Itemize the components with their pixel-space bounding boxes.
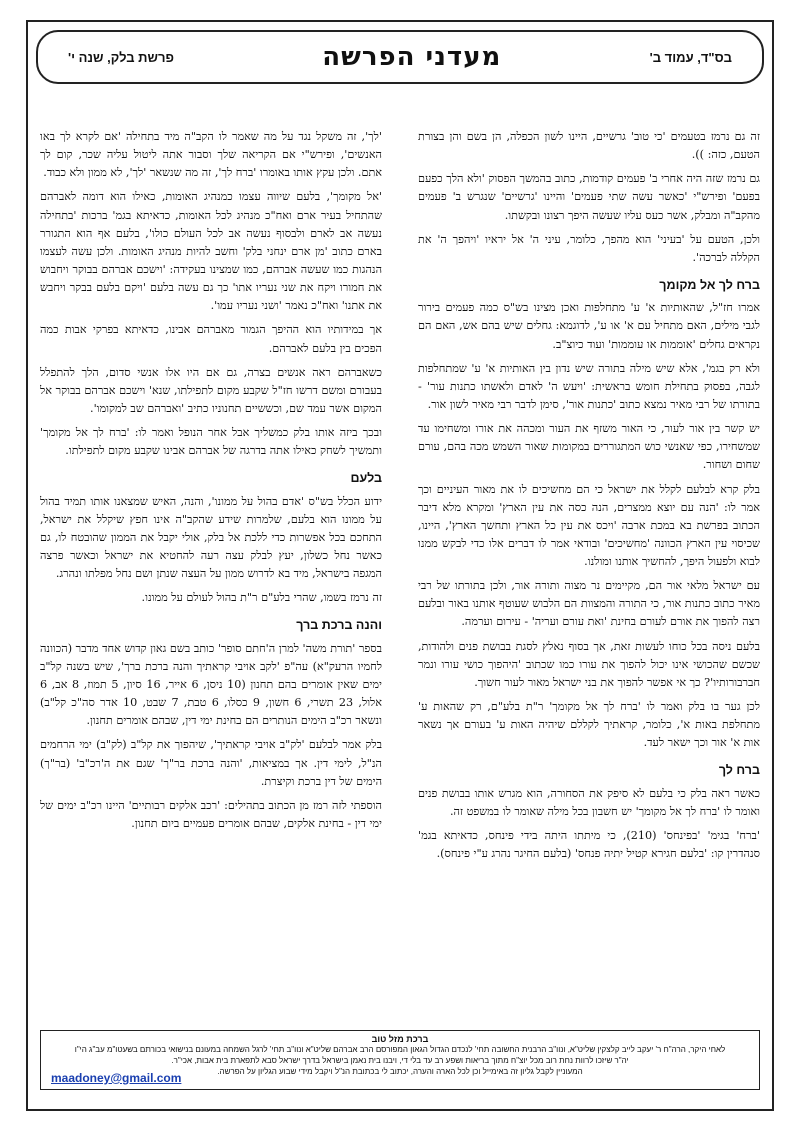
footer-line: לאחי היקר, הרה"ח ר' יעקב לייב קלצקין שליט"א, ונוו"ב הרבנית החשובה תחי' לנכדם הגדול הגאון המפורסם הרב אברהם שליט"א ונוו"ב תחי' לרגל השמחה במעונם בנישואי בכורתם בשעטו"מ עב"ג הי"ו (74, 1045, 726, 1055)
paragraph: 'לך', זה משקל נגד על מה שאמר לו הקב"ה מיד בתחילה 'אם לקרא לך באו האנשים', ופירש"י אם הקריאה שלך וסבור אתה ליטול עליה שכר, קום לך אתם. ולכן עקץ אותו באומרו 'ברח לך', זה מה שנשאר 'לך', לא ממון ולא כבוד. (40, 130, 382, 180)
paragraph: בספר 'תורת משה' למרן ה'חתם סופר' כותב בשם גאון קדוש אחד מדבר (הכוונה לחמיו הרעק"א) עה"פ 'לקב אויבי קראתיך והנה ברכת ברך', שיש בשנה קל"ב ימים שאין אומרים בהם תחנון (10 ניסן, 6 אייר, 16 סיון, 5 תמוז, 8 אב, 6 אלול, 23 תשרי, 6 חשון, 9 כסלו, 6 טבת, 7 שבט, 10 אדר סה"כ קל"ב) ונשאר רכ"ב הימים הנותרים הם בחינת ימי דין, שבהם אומרים תחנון. (40, 641, 382, 728)
section-heading: ברח לך אל מקומך (659, 277, 760, 292)
email-link[interactable]: maadoney@gmail.com (51, 1070, 182, 1085)
article-columns (40, 128, 760, 1018)
paragraph: גם נרמז שזה היה אחרי ב' פעמים קודמות, כתוב בהמשך הפסוק 'ולא הלך כפעם בפעם' ופירש"י 'כאשר עשה שתי פעמים' והיינו 'גרשיים' שנגרש ב' פעמים מהקב"ה ומבלק, אשר כעס עליו שעשה היפך רצונו ובקשתו. (418, 172, 760, 222)
paragraph: זה גם נרמז בטעמים 'כי טוב' גרשיים, היינו לשון הכפלה, הן בשם והן בצורת הטעם, כזה: )). (418, 130, 760, 162)
page-header (36, 30, 764, 84)
paragraph: בלק אמר לבלעם 'לק"ב אויבי קראתיך', שיהפוך את קל"ב (לק"ב) ימי הרחמים הנ"ל, לימי דין. אך במציאות, 'והנה ברכת בר"ך' שגם את ה'רכ"ב' (בר"ך) הימים של דין ברכת וקיצרת. (40, 738, 382, 788)
paragraph: יש קשר בין אור לעור, כי האור משזף את העור ומכהה את אורו ומשחימו עד שמשחירו, כפי שאנשי כוש המתגוררים במקומות שאור השמש מכה בהם, עורם שחום ושחור. (418, 422, 760, 472)
paragraph: אמרו חז"ל, שהאותיות א' ע' מתחלפות ואכן מצינו בש"ס כמה פעמים בירור לגבי מילים, האם מתחיל עם א' או ע', לדוגמא: גחלים שיש בהם אש, האם הם נקראים גחלים 'אוממות או עוממות' ועוד כיוצ"ב. (418, 301, 760, 351)
header-page-number: בס"ד, עמוד ב' (649, 49, 732, 65)
column-right (418, 128, 760, 1018)
section-heading: והנה ברכת ברך (296, 618, 382, 633)
footer-line: יה"ר שיזכו לרוות נחת רוב מכל יוצ"ח מתוך בריאות ושפע רב עד בלי די, ויבנו בית נאמן בישראל בדרך ישראל סבא לתפארת בית אבות, אכי"ר. (171, 1055, 629, 1065)
paragraph: ולכן, הטעם על 'בעיני' הוא מהפך, כלומר, עיני ה' אל יראיו 'ויהפך ה' את הקללה לברכה'. (418, 232, 760, 264)
paragraph: הוספתי לזה רמז מן הכתוב בתהילים: 'רכב אלקים רבותיים' היינו רכ"ב ימים של ימי דין - בחינת אלקים, שבהם אומרים פעמיים ביום תחנון. (40, 798, 382, 830)
paragraph: בלק קרא לבלעם לקלל את ישראל כי הם מחשיכים לו את מאור העיניים וכך אמר לו: 'הנה עם יוצא ממצרים, הנה כסה את עין הארץ' ומקרא מלא דיבר הכתוב בפרשת בא במכת ארבה 'ויכס את עין כל הארץ ותחשך הארץ', היינו, שכיסוי עין הארץ הכוונה 'מחשיכים' ובודאי אמר לו דברים אלו כדי לבקש ממנו לבוא ולפעול היפך, להחשיך אותנו ומולנו. (418, 482, 760, 569)
paragraph: 'אל מקומך', בלעם שיווה עצמו כמנהיג האומות, כאילו הוא דומה לאברהם שהתחיל בעיר ארם ואח"כ מנהיג לכל האומות, כדאיתא בגמ' ברכות 'בתחילה נעשה אב לארם ולבסוף נעשה אב לכל העולם כולו', בלעם אף הוא התגורר בארם כתוב 'מן ארם ינחני בלק' וחשב להיות מנהיג האומות. ולכן עשה לעצמו הנהגות כמו שעשה אברהם, כמו שמצינו בעקידה: 'וישכם אברהם בבוקר ויחבוש את חמורו ויקח את שני נעריו אתו' כך גם עשה בלעם 'ויקם בלעם בבקר ויחבש את אתנו' ואח"כ נאמר 'ושני נעריו עמו'. (40, 190, 382, 313)
header-title: מעדני הפרשה (322, 42, 502, 72)
footer-box (40, 1030, 760, 1090)
paragraph: ולא רק בגמ', אלא שיש מילה בתורה שיש נדון בין האותיות א' ע' שמתחלפות לגבה, בפסוק בתחילת חומש בראשית: 'ויעש ה' לאדם ולאשתו כתנות עור' - בתורתו של רבי מאיר נמצא כתוב 'כתנות אור', סימן לדבר רבי מאיר לשון אור. (418, 361, 760, 411)
paragraph: ובכך ביזה אותו בלק כמשליך אבל אחר הנופל ואמר לו: 'ברח לך אל מקומך' ותמשיך לשחק כאילו אתה בדרגה של אברהם אבינו שקבע מקום לתפילתו. (40, 426, 382, 458)
paragraph: ידוע הכלל בש"ס 'אדם בהול על ממונו', והנה, האיש שמצאנו אותו תמיד בהול על ממונו הוא בלעם, שלמרות שידע שהקב"ה אינו חפץ שיקלל את ישראל, התחכם בכל אפשרות כדי ללכת אל בלק, אולי יקבל את הממון שהובטח לו, גם כאשר נחל כשלון, יעץ לבלק עצה רעה להחטיא את ישראל וכאשר פרצה המגפה בישראל, מיד בא לדרוש ממון על העצה שנתן ושם נחל מפלתו ונהרג. (40, 494, 382, 581)
section-heading: ברח לך (718, 763, 760, 778)
section-heading: בלעם (350, 471, 382, 486)
column-left (40, 128, 382, 1018)
paragraph: 'ברח' בגימ' 'בפינחס' (210), כי מיתתו היתה בידי פינחס, כדאיתא בגמ' סנהדרין קו: 'בלעם חגירא קטיל יתיה פנחס' (בלעם החיגר נהרג ע"י פינחס). (418, 829, 760, 861)
header-parasha: פרשת בלק, שנה י' (68, 49, 174, 65)
paragraph: עם ישראל מלאי אור הם, מקיימים נר מצוה ותורה אור, ולכן בתורתו של רבי מאיר כתוב כתנות אור, כי התורה והמצוות הם הלבוש שעוטף אותנו באור ובלעם רצה להפוך את אורם לעורם בחינת 'ואת עורם ועריה' - עירום וערמה. (418, 579, 760, 629)
paragraph: בלעם ניסה בכל כוחו לעשות זאת, אך בסוף נאלץ לסגת בבושת פנים ולהודות, שכשם שהכושי אינו יכול להפוך את עורו כמו שכתוב 'היהפוך כושי עורו ונמר חברבורותיו'? כך אי אפשר להפוך את בני ישראל מאור לעור חשוך. (418, 639, 760, 689)
footer-title: ברכת מזל טוב (371, 1034, 429, 1044)
paragraph: כשאברהם ראה אנשים בצרה, גם אם היו אלו אנשי סדום, הלך להתפלל בעבורם ומשם דרשו חז"ל שקבע מקום לתפילתו, שנא' וישכם אברהם בבוקר אל המקום אשר עמד שם, וכששיים תחנוניו כתיב 'ואברהם שב למקומו'. (40, 365, 382, 415)
footer-line: המעוניין לקבל גליון זה באימייל וכן לכל הארה והערה, יכתוב לי בכתובת הנ"ל ויקבל מידי שבוע הגליון על הפרשה. (217, 1066, 583, 1076)
paragraph: זה נרמז בשמו, שהרי בלע"ם ר"ת בהול לעולם על ממונו. (141, 591, 382, 605)
paragraph: כאשר ראה בלק כי בלעם לא סיפק את הסחורה, הוא מגרש אותו בבושת פנים ואומר לו 'ברח לך אל מקומך' יש חשבון בכל מילה שאומר לו במשפט זה. (418, 786, 760, 818)
paragraph: לכן גער בו בלק ואמר לו 'ברח לך אל מקומך' ר"ת בלע"ם, רק שהאות ע' מתחלפת באות א', כלומר, קראתיך לקללם שיהיה האות ע' בעורם אך נשאר אות א' אור וכך ישאר לעד. (418, 700, 760, 750)
paragraph: אך במידותיו הוא ההיפך הגמור מאברהם אבינו, כדאיתא בפרקי אבות כמה הפכים בין בלעם לאברהם. (40, 323, 382, 355)
